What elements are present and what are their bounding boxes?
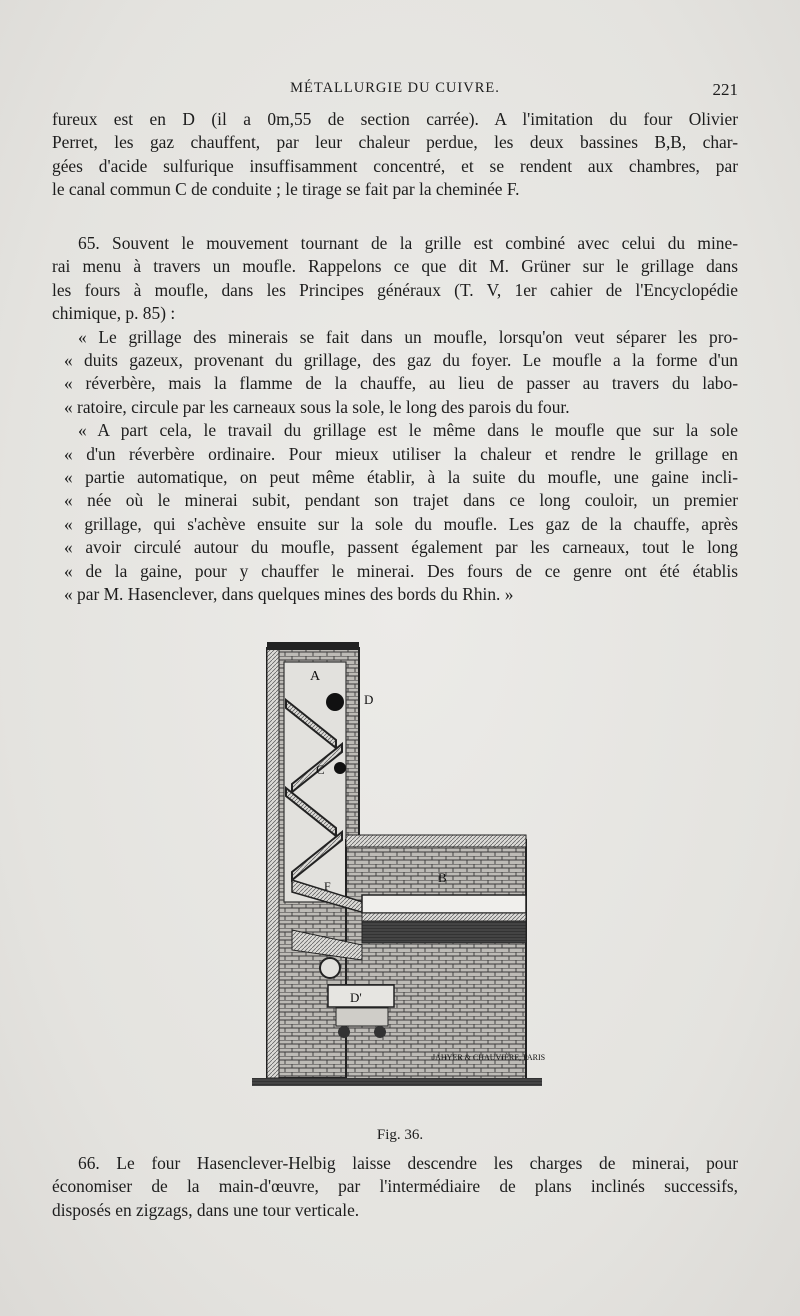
- paragraph-65: [52, 232, 738, 607]
- label-f: F: [324, 879, 331, 893]
- page-number: 221: [712, 80, 738, 99]
- quote-line: « de la gaine, pour y chauffer le minerai. Des fours de ce genre ont été établis: [64, 560, 738, 581]
- engraver-signature: JAHYER & CHAUVIÈRE, PARIS: [432, 1053, 546, 1062]
- text-line: fureux est en D (il a 0m,55 de section carrée). A l'imitation du four Olivier: [52, 109, 738, 129]
- running-title: MÉTALLURGIE DU CUIVRE.: [290, 80, 500, 96]
- paragraph-64-end: [52, 108, 738, 202]
- text-line: le canal commun C de conduite ; le tirage se fait par la cheminée F.: [52, 179, 520, 200]
- quote-line: « ratoire, circule par les carneaux sous la sole, le long des parois du four.: [64, 396, 570, 417]
- quote-line: « Le grillage des minerais se fait dans un moufle, lorsqu'on veut séparer les pro-: [78, 326, 738, 347]
- text-line: gées d'acide sulfurique insuffisamment concentré, et se rendent aux chambres, par: [52, 155, 738, 176]
- quote-line: « née où le minerai subit, pendant son trajet dans ce long couloir, un premier: [64, 490, 738, 511]
- label-d-prime: D': [350, 990, 362, 1005]
- figure-caption: Fig. 36.: [376, 1127, 424, 1143]
- text-line: les fours à moufle, dans les Principes généraux (T. V, 1er cahier de l'Encyclopédie: [52, 279, 738, 300]
- label-a: A: [310, 669, 321, 684]
- label-d: D: [364, 692, 374, 707]
- quote-line: « d'un réverbère ordinaire. Pour mieux utiliser la chaleur et rendre le grillage en: [64, 443, 738, 464]
- text-line: 66. Le four Hasenclever-Helbig laisse descendre les charges de minerai, pour: [78, 1153, 738, 1173]
- label-c: C: [316, 762, 325, 777]
- text-line: disposés en zigzags, dans une tour verticale.: [52, 1199, 360, 1220]
- quote-line: « grillage, qui s'achève ensuite sur la sole du moufle. Les gaz de la chauffe, après: [64, 513, 738, 534]
- flue-opening: [326, 693, 344, 711]
- furnace-engraving: [232, 640, 552, 1120]
- quote-line: « A part cela, le travail du grillage est le même dans le moufle que sur la sole: [78, 420, 738, 441]
- text-line: 65. Souvent le mouvement tournant de la grille est combiné avec celui du mine-: [78, 233, 738, 253]
- quote-line: « partie automatique, on peut même établir, à la suite du moufle, une gaine incli-: [64, 467, 738, 488]
- quote-line: « duits gazeux, provenant du grillage, des gaz du foyer. Le moufle a la forme d'un: [64, 350, 738, 371]
- quote-line: « avoir circulé autour du moufle, passent également par les carneaux, tout le long: [64, 537, 738, 558]
- quote-line: « réverbère, mais la flamme de la chauffe, au lieu de passer au travers du labo-: [64, 373, 738, 394]
- text-line: Perret, les gaz chauffent, par leur chaleur perdue, les deux bassines B,B, char-: [52, 132, 738, 153]
- page-header: [52, 80, 738, 102]
- paragraph-66: [52, 1152, 738, 1222]
- text-line: rai menu à travers un moufle. Rappelons ce que dit M. Grüner sur le grillage dans: [52, 256, 738, 277]
- text-line: chimique, p. 85) :: [52, 303, 176, 324]
- text-line: économiser de la main-d'œuvre, par l'intermédiaire de plans inclinés successifs,: [52, 1176, 738, 1197]
- label-b: B: [438, 870, 447, 885]
- quote-line: « par M. Hasenclever, dans quelques mines des bords du Rhin. »: [64, 584, 514, 605]
- muffle-furnace: [346, 840, 526, 1085]
